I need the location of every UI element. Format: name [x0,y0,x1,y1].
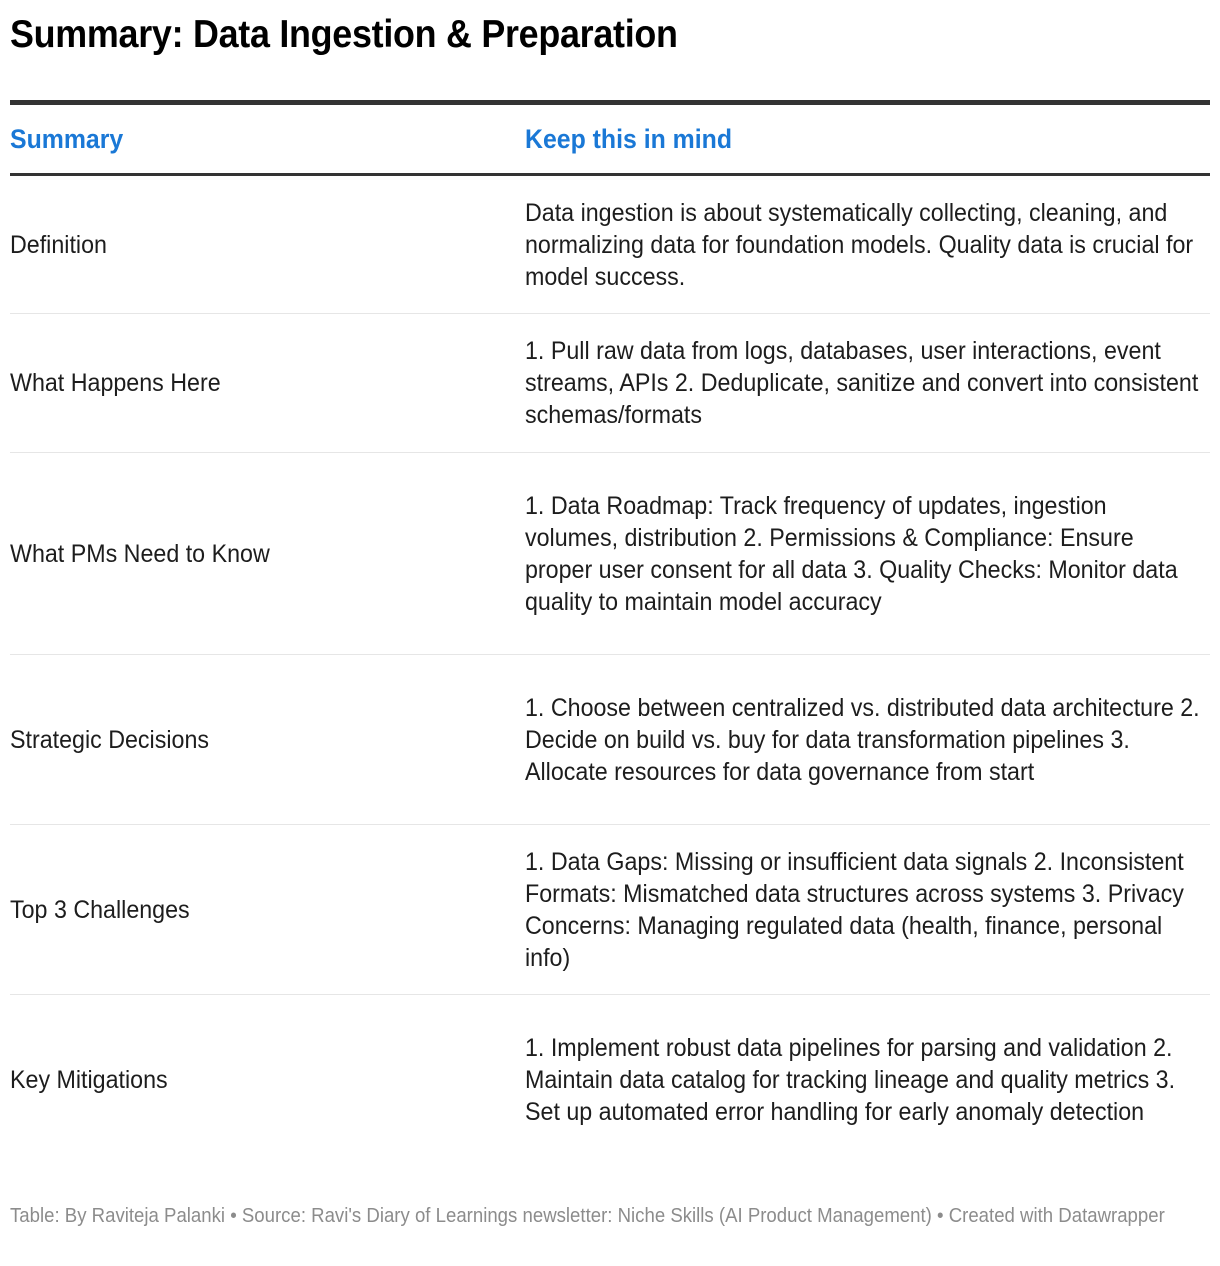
column-header-keep-in-mind[interactable]: Keep this in mind [525,103,1210,175]
row-key: Strategic Decisions [10,655,525,825]
row-key: What Happens Here [10,314,525,453]
row-key: What PMs Need to Know [10,453,525,655]
header-row [10,103,1210,175]
source-footer: Table: By Raviteja Palanki • Source: Ravi's Diary of Learnings newsletter: Niche Skills (AI Product Management) • Created with Datawrapper [10,1205,1165,1227]
row-value: 1. Implement robust data pipelines for parsing and validation 2. Maintain data catalog for tracking lineage and quality metrics 3. Set up automated error handling for early anomaly detection [525,1034,1176,1126]
summary-table [10,100,1210,1165]
table-body [10,175,1210,1166]
row-value: 1. Choose between centralized vs. distributed data architecture 2. Decide on build vs. buy for data transformation pipelines 3. Allocate resources for data governance from start [525,655,1210,825]
row-value: 1. Data Roadmap: Track frequency of updates, ingestion volumes, distribution 2. Permissions & Compliance: Ensure proper user consent for all data 3. Quality Checks: Monitor data quality to maintain model accuracy [525,453,1210,655]
row-value: 1. Data Gaps: Missing or insufficient data signals 2. Inconsistent Formats: Mismatched data structures across systems 3. Privacy Concerns: Managing regulated data (health, finance, personal info) [525,825,1210,995]
table-row [10,655,1210,825]
column-header-summary[interactable]: Summary [10,103,525,175]
row-value: Data ingestion is about systematically collecting, cleaning, and normalizing data for foundation models. Quality data is crucial for model success. [525,175,1210,314]
row-key: Definition [10,175,525,314]
table-row [10,825,1210,995]
table-row [10,453,1210,655]
row-key: Top 3 Challenges [10,825,525,995]
page-title: Summary: Data Ingestion & Preparation [10,13,678,56]
table-row [10,175,1210,314]
table-header [10,103,1210,175]
row-key: Key Mitigations [10,1066,168,1094]
row-value: 1. Pull raw data from logs, databases, user interactions, event streams, APIs 2. Deduplicate, sanitize and convert into consistent schemas/formats [525,314,1210,453]
table-row [10,314,1210,453]
table-row [10,995,1210,1166]
